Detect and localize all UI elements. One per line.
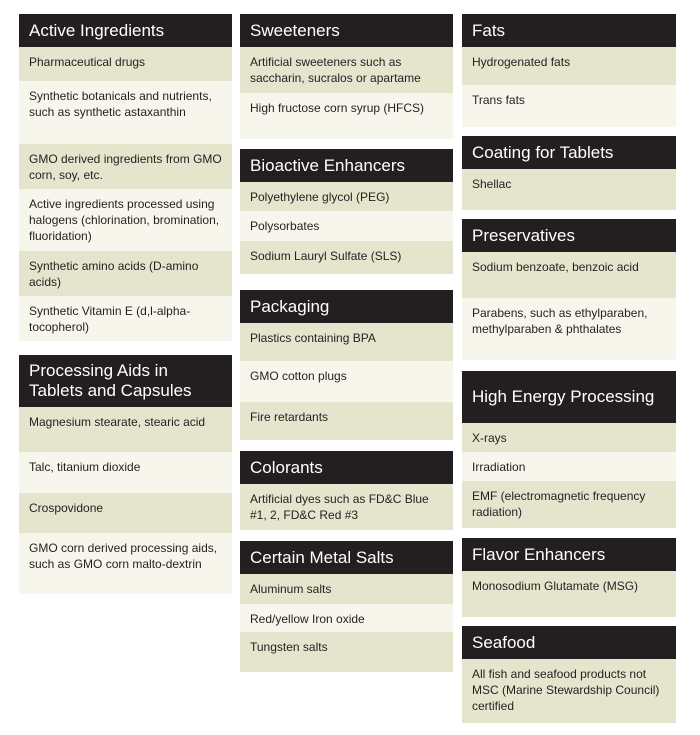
section-preservatives (462, 219, 676, 360)
section-header (462, 14, 676, 47)
section-header (462, 626, 676, 659)
section-high-energy (462, 371, 676, 528)
section-title: Processing Aids in Tablets and Capsules (29, 361, 192, 400)
list-item: Artificial sweeteners such as saccharin, sucralos or apartame (240, 47, 453, 93)
section-packaging (240, 290, 453, 440)
section-title: Certain Metal Salts (250, 547, 394, 567)
section-bioactive-enhancers (240, 149, 453, 274)
list-item: Pharmaceutical drugs (19, 47, 232, 81)
section-colorants (240, 451, 453, 530)
section-title: Bioactive Enhancers (250, 155, 405, 175)
section-fats (462, 14, 676, 127)
list-item: Hydrogenated fats (462, 47, 676, 85)
section-active-ingredients (19, 14, 232, 341)
section-header (240, 541, 453, 574)
section-header (19, 14, 232, 47)
list-item: Crospovidone (19, 493, 232, 533)
section-title: Sweeteners (250, 20, 340, 40)
list-item: Polyethylene glycol (PEG) (240, 182, 453, 211)
section-title: Colorants (250, 457, 323, 477)
section-header (19, 355, 232, 407)
section-header (240, 14, 453, 47)
section-title: Packaging (250, 296, 330, 316)
section-metal-salts (240, 541, 453, 672)
list-item: Synthetic botanicals and nutrients, such as synthetic astaxanthin (19, 81, 232, 144)
section-header (462, 538, 676, 571)
section-title: Preservatives (472, 225, 575, 245)
list-item: Red/yellow Iron oxide (240, 604, 453, 632)
list-item: X-rays (462, 423, 676, 452)
list-item: Trans fats (462, 85, 676, 127)
list-item: Fire retardants (240, 402, 453, 440)
section-coating (462, 136, 676, 210)
section-title: High Energy Processing (472, 387, 655, 406)
list-item: Monosodium Glutamate (MSG) (462, 571, 676, 617)
list-item: Magnesium stearate, stearic acid (19, 407, 232, 452)
list-item: Aluminum salts (240, 574, 453, 604)
list-item: GMO corn derived processing aids, such as GMO corn malto-dextrin (19, 533, 232, 594)
list-item: Parabens, such as ethylparaben, methylparaben & phthalates (462, 298, 676, 360)
list-item: Synthetic amino acids (D-amino acids) (19, 251, 232, 296)
list-item: All fish and seafood products not MSC (Marine Stewardship Council) certified (462, 659, 676, 723)
list-item: GMO cotton plugs (240, 361, 453, 402)
list-item: Plastics containing BPA (240, 323, 453, 361)
list-item: Active ingredients processed using halogens (chlorination, bromination, fluoridation) (19, 189, 232, 251)
section-title: Active Ingredients (29, 20, 165, 40)
list-item: Irradiation (462, 452, 676, 481)
list-item: Artificial dyes such as FD&C Blue #1, 2, FD&C Red #3 (240, 484, 453, 530)
list-item: EMF (electromagnetic frequency radiation) (462, 481, 676, 528)
list-item: Polysorbates (240, 211, 453, 241)
section-header (240, 290, 453, 323)
section-flavor-enhancers (462, 538, 676, 617)
section-title: Flavor Enhancers (472, 544, 606, 564)
section-sweeteners (240, 14, 453, 139)
list-item: Sodium benzoate, benzoic acid (462, 252, 676, 298)
list-item: Shellac (462, 169, 676, 210)
section-header (462, 371, 676, 423)
section-header (240, 149, 453, 182)
list-item: Talc, titanium dioxide (19, 452, 232, 493)
section-seafood (462, 626, 676, 723)
list-item: High fructose corn syrup (HFCS) (240, 93, 453, 139)
section-header (462, 219, 676, 252)
list-item: GMO derived ingredients from GMO corn, soy, etc. (19, 144, 232, 189)
section-processing-aids (19, 355, 232, 594)
list-item: Sodium Lauryl Sulfate (SLS) (240, 241, 453, 274)
section-header (462, 136, 676, 169)
list-item: Tungsten salts (240, 632, 453, 672)
section-title: Seafood (472, 632, 536, 652)
section-header (240, 451, 453, 484)
section-title: Coating for Tablets (472, 142, 614, 162)
section-title: Fats (472, 20, 506, 40)
list-item: Synthetic Vitamin E (d,l-alpha-tocopherol) (19, 296, 232, 341)
